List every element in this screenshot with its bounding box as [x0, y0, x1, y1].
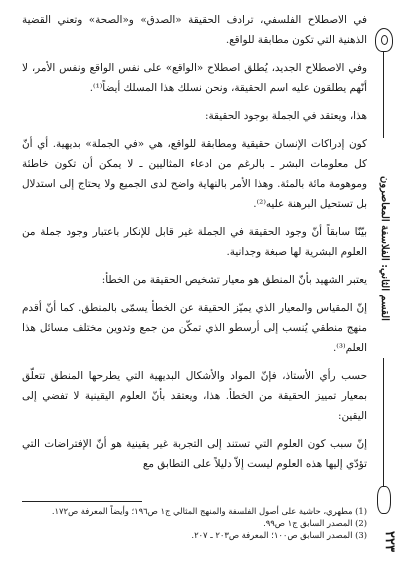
ornament-bottom-icon [377, 486, 391, 514]
paragraph: بيّنّا سابقاً أنّ وجود الحقيقة في الجملة غير قابل للإنكار باعتبار وجود جملة من العلوم البشرية لها صبغة وجدانية. [22, 226, 367, 258]
paragraph: إنّ سبب كون العلوم التي تستند إلى التجربة غير يقينية هو أنّ الإفتراضات التي تؤدّي إليها هذه العلوم ليست إلاّ دليلاً على التطابق مع [22, 438, 367, 470]
paragraph: وفي الاصطلاح الجديد، يُطلق اصطلاح «الواقع» على نفس الواقع ونفس الأمر، لا أنّهم يطلقون عليه اسم الحقيقة، ونحن نسلك هذا المسلك أيضاً⁽¹⁾. [22, 62, 367, 94]
footnotes [22, 505, 367, 541]
paragraph: يعتبر الشهيد بأنّ المنطق هو معيار تشخيص الحقيقة من الخطأ: [101, 274, 367, 286]
footnote: (2) المصدر السابق ج١ ص٩٩. [263, 518, 367, 528]
main-text [22, 10, 367, 482]
footnote-separator [22, 501, 142, 502]
footnote: (1) مطهري، حاشية على أصول الفلسفة والمنهج المثالي ج١ ص١٩٦؛ وأيضاً المعرفة ص١٧٢. [51, 506, 367, 516]
running-header-column [371, 28, 397, 568]
paragraph: إنّ المقياس والمعيار الذي يميّز الحقيقة عن الخطأ يسمّى بالمنطق. كما أنّ أقدم منهج منطقي يُنسب إلى أرسطو الذي تمكّن من جمع وتدوين مختلف مسائل هذا العلم⁽³⁾. [22, 302, 367, 354]
running-header: القسم الثاني: الفلاسفة المعاصرون [374, 138, 394, 358]
footnote: (3) المصدر السابق ص١٠٠؛ المعرفة ص٢٠٣ ـ ٢٠٧. [191, 530, 367, 540]
paragraph: كون إدراكات الإنسان حقيقية ومطابقة للواقع، هي «في الجملة» بديهية. أي أنّ كل معلومات البشر ـ بالرغم من ادعاء المثاليين ـ لا يمكن أن تكون خاطئة وموهومة مائة بالمئة. وهذا الأمر بالنهاية واضح لدى الجميع ولا يحتاج إلى استدلال بل تستحيل البرهنة عليه⁽²⁾. [22, 138, 367, 210]
paragraph: في الاصطلاح الفلسفي، ترادف الحقيقة «الصدق» و«الصحة» وتعني القضية الذهنية التي تكون مطابقة للواقع. [22, 14, 367, 46]
page-number: ٢٢٣ [382, 530, 397, 552]
paragraph: حسب رأي الأستاذ، فإنّ المواد والأشكال البديهية التي يطرحها المنطق تتعلّق بمعيار تمييز الحقيقة من الخطأ. هذا، ويعتقد بأنّ العلوم اليقينية لا تفضي إلى اليقين: [22, 370, 367, 422]
ornament-top-icon [375, 28, 393, 52]
paragraph: هذا، ويعتقد في الجملة بوجود الحقيقة: [204, 110, 367, 122]
